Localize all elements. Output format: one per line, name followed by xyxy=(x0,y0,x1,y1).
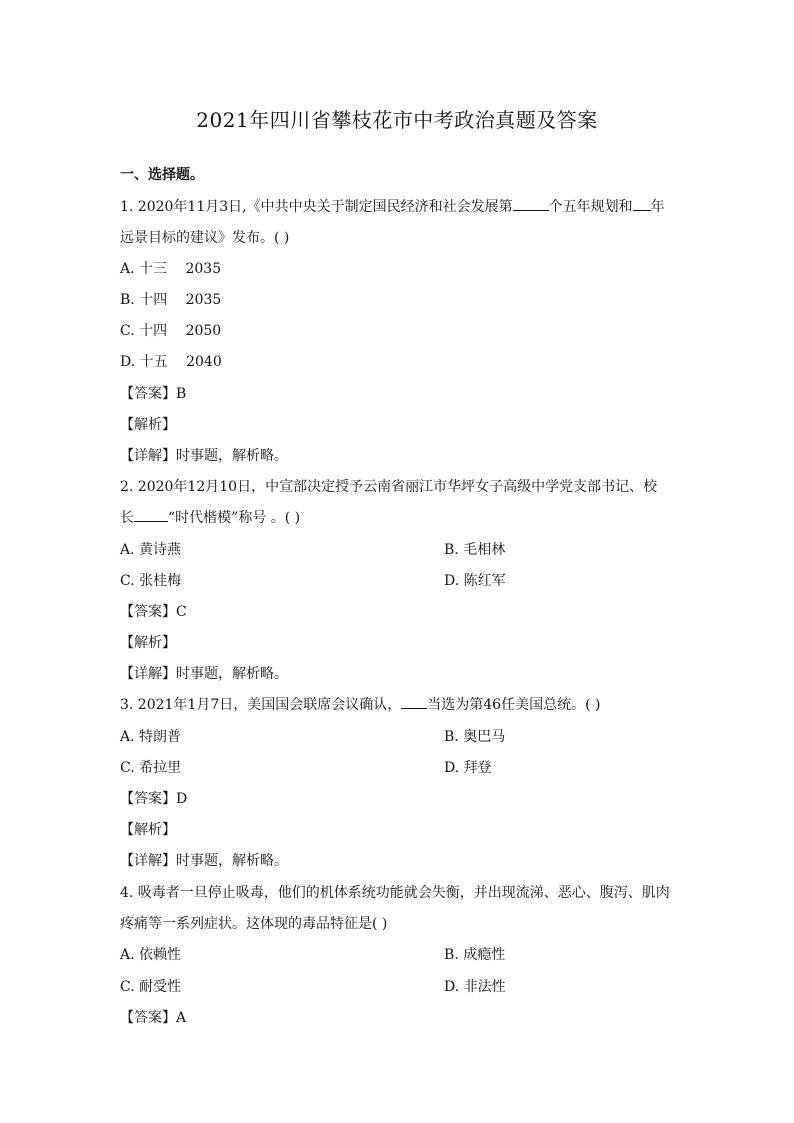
detail-label: 【详解】 xyxy=(120,853,176,869)
option-text: 希拉里 xyxy=(139,760,182,776)
option-text: 特朗普 xyxy=(139,729,182,745)
option-a xyxy=(120,946,181,964)
question-1-text-c: 年 xyxy=(650,199,665,215)
question-4-stem-line2: 疼痛等一系列症状。这体现的毒品特征是( ) xyxy=(120,916,388,932)
question-1-text-b: 个五年规划和 xyxy=(548,199,633,215)
option-c xyxy=(120,322,221,340)
option-text: 耐受性 xyxy=(139,979,182,995)
question-3-text-b: 当选为第46任美国总统。( ) xyxy=(427,697,601,713)
option-letter: C. xyxy=(120,573,135,589)
option-text: 十四 xyxy=(139,292,168,308)
question-2-text-a: 长 xyxy=(120,510,134,526)
option-text: 十四 xyxy=(139,323,168,339)
option-letter: C. xyxy=(120,323,135,339)
option-letter: D. xyxy=(444,979,460,995)
answer-blank xyxy=(401,696,427,709)
option-text: 成瘾性 xyxy=(463,947,506,963)
question-2-stem-line2 xyxy=(120,509,300,527)
option-text: 奥巴马 xyxy=(463,729,506,745)
option-d xyxy=(444,759,492,777)
option-letter: C. xyxy=(120,979,135,995)
question-1-text-a: 1. 2020年11月3日,《中共中央关于制定国民经济和社会发展第 xyxy=(120,199,513,215)
answer-value: B xyxy=(176,386,187,402)
option-letter: A. xyxy=(120,729,135,745)
option-text: 十五 xyxy=(139,354,168,370)
option-letter: B. xyxy=(444,947,459,963)
option-value: 2035 xyxy=(185,292,222,308)
answer-value: C xyxy=(176,604,187,620)
question-2-text-b: “时代楷模”称号 。( ) xyxy=(168,510,301,526)
analysis-label: 【解析】 xyxy=(120,822,176,838)
option-text: 张桂梅 xyxy=(139,573,182,589)
option-b xyxy=(444,946,505,964)
answer-line xyxy=(120,790,187,808)
answer-value: A xyxy=(176,1010,187,1026)
option-text: 非法性 xyxy=(463,979,506,995)
detail-line xyxy=(120,665,288,683)
option-text: 毛相林 xyxy=(463,542,506,558)
option-letter: A. xyxy=(120,261,135,277)
answer-blank xyxy=(633,198,651,211)
option-text: 十三 xyxy=(139,261,168,277)
answer-label: 【答案】 xyxy=(120,386,176,402)
option-text: 黄诗燕 xyxy=(139,542,182,558)
question-1-stem-line2: 远景目标的建议》发布。( ) xyxy=(120,230,290,246)
detail-line xyxy=(120,852,288,870)
question-2-stem-line1: 2. 2020年12月10日，中宣部决定授予云南省丽江市华坪女子高级中学党支部书记、校 xyxy=(120,479,658,495)
detail-line xyxy=(120,447,288,465)
question-3-stem-line1 xyxy=(120,696,600,714)
analysis-label: 【解析】 xyxy=(120,635,176,651)
option-c xyxy=(120,572,181,590)
answer-blank xyxy=(134,509,168,522)
option-c xyxy=(120,978,181,996)
option-text: 拜登 xyxy=(463,760,492,776)
answer-label: 【答案】 xyxy=(120,1010,176,1026)
option-letter: D. xyxy=(444,573,460,589)
option-letter: A. xyxy=(120,542,135,558)
answer-label: 【答案】 xyxy=(120,791,176,807)
option-letter: C. xyxy=(120,760,135,776)
option-b xyxy=(120,291,221,309)
option-b xyxy=(444,541,505,559)
option-a xyxy=(120,260,221,278)
option-value: 2040 xyxy=(186,354,222,370)
answer-line xyxy=(120,1009,186,1027)
option-value: 2050 xyxy=(185,323,222,339)
answer-label: 【答案】 xyxy=(120,604,176,620)
question-3-text-a: 3. 2021年1月7日，美国国会联席会议确认， xyxy=(120,697,402,713)
detail-text: 时事题，解析略。 xyxy=(176,666,288,682)
detail-label: 【详解】 xyxy=(120,666,176,682)
question-1-stem-line1 xyxy=(120,198,665,216)
option-d xyxy=(120,353,222,371)
option-letter: A. xyxy=(120,947,135,963)
detail-label: 【详解】 xyxy=(120,448,176,464)
option-d xyxy=(444,978,506,996)
option-d xyxy=(444,572,506,590)
option-a xyxy=(120,728,181,746)
option-text: 依赖性 xyxy=(139,947,182,963)
detail-text: 时事题，解析略。 xyxy=(176,853,288,869)
option-letter: B. xyxy=(444,729,459,745)
option-value: 2035 xyxy=(185,261,222,277)
option-text: 陈红军 xyxy=(463,573,506,589)
page-title: 2021年四川省攀枝花市中考政治真题及答案 xyxy=(196,108,598,132)
answer-line xyxy=(120,385,186,403)
detail-text: 时事题，解析略。 xyxy=(176,448,288,464)
option-letter: D. xyxy=(120,354,136,370)
analysis-label: 【解析】 xyxy=(120,417,176,433)
option-b xyxy=(444,728,505,746)
option-a xyxy=(120,541,181,559)
option-letter: B. xyxy=(444,542,459,558)
option-letter: D. xyxy=(444,760,460,776)
section-heading: 一、选择题。 xyxy=(120,167,204,183)
option-letter: B. xyxy=(120,292,135,308)
answer-line xyxy=(120,603,187,621)
question-4-stem-line1: 4. 吸毒者一旦停止吸毒，他们的机体系统功能就会失衡，并出现流涕、恶心、腹泻、肌肉 xyxy=(120,885,670,901)
option-c xyxy=(120,759,181,777)
answer-blank xyxy=(513,198,549,211)
answer-value: D xyxy=(176,791,188,807)
